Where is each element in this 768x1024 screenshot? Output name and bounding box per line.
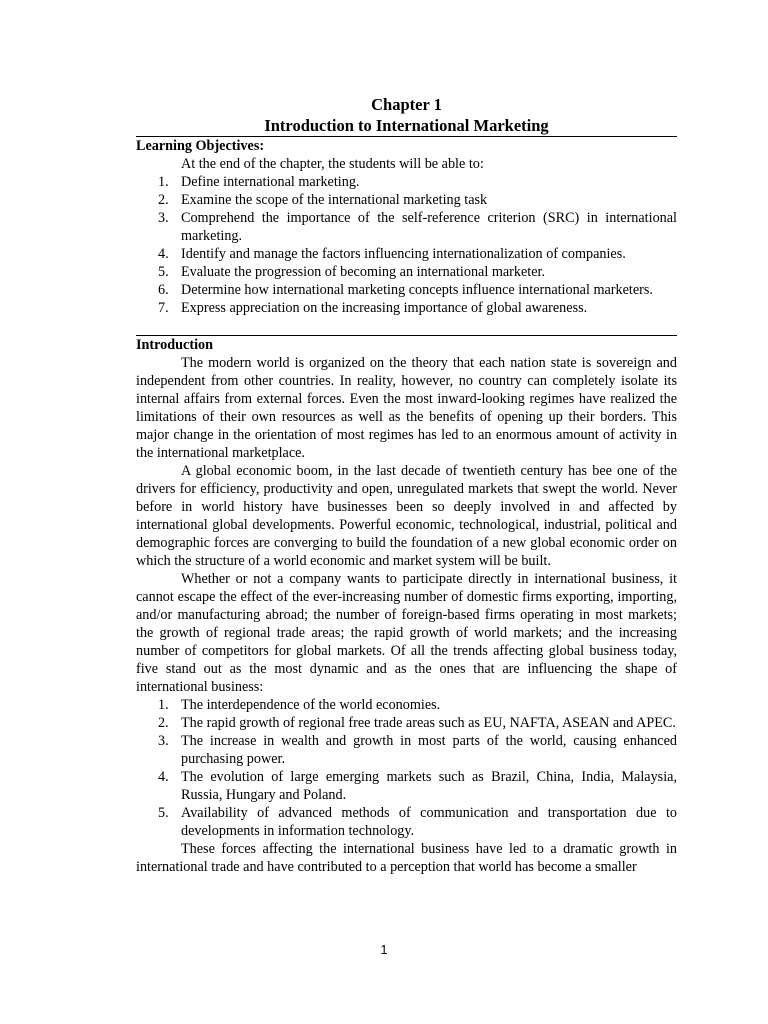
list-item: 2. Examine the scope of the international marketing task	[158, 192, 488, 208]
paragraph: A global economic boom, in the last decade of twentieth century has bee one of the drivers for efficiency, productivity and open, unregulated markets that swept the world. Never before in world history have businesses been so deeply involved in and affected by international global developments. Powerful economic, technological, industrial, political and demographic forces are converging to build the foundation of a new global economic order on which the structure of a world economic and market system will be built.	[136, 463, 677, 569]
objectives-heading: Learning Objectives:	[136, 138, 265, 154]
objectives-intro: At the end of the chapter, the students will be able to:	[181, 156, 484, 172]
document-page	[136, 94, 677, 876]
page-number: 1	[380, 943, 388, 957]
list-item: 6. Determine how international marketing concepts influence international marketers.	[158, 282, 653, 298]
list-item: 2. The rapid growth of regional free trade areas such as EU, NAFTA, ASEAN and APEC.	[158, 715, 676, 731]
list-item: 1. Define international marketing.	[158, 174, 360, 190]
list-item: 5. Evaluate the progression of becoming an international marketer.	[158, 264, 546, 280]
objectives-list	[136, 173, 677, 317]
list-item: 7. Express appreciation on the increasing importance of global awareness.	[158, 300, 588, 316]
list-item: 3. Comprehend the importance of the self-reference criterion (SRC) in international marketing.	[158, 210, 677, 244]
list-item: 4. Identify and manage the factors influencing internationalization of companies.	[158, 246, 626, 262]
list-item: 3. The increase in wealth and growth in most parts of the world, causing enhanced purchasing power.	[158, 733, 677, 767]
list-item: 1. The interdependence of the world economies.	[158, 697, 441, 713]
list-item: 5. Availability of advanced methods of communication and transportation due to developments in information technology.	[158, 805, 677, 839]
trends-list	[136, 696, 677, 840]
paragraph: These forces affecting the international business have led to a dramatic growth in international trade and have contributed to a perception that world has become a smaller	[136, 841, 677, 875]
spacer	[136, 317, 677, 335]
introduction-heading: Introduction	[136, 337, 213, 353]
list-item: 4. The evolution of large emerging markets such as Brazil, China, India, Malaysia, Russia, Hungary and Poland.	[158, 769, 677, 803]
chapter-label: Chapter 1	[371, 95, 442, 114]
paragraph: Whether or not a company wants to participate directly in international business, it cannot escape the effect of the ever-increasing number of domestic firms exporting, importing, and/or manufacturing abroad; the number of foreign-based firms operating in most markets; the growth of regional trade areas; the rapid growth of world markets; and the increasing number of competitors for global markets. Of all the trends affecting global business today, five stand out as the most dynamic and as the ones that are influencing the shape of international business:	[136, 571, 677, 695]
chapter-title: Introduction to International Marketing	[264, 116, 549, 135]
paragraph: The modern world is organized on the theory that each nation state is sovereign and independent from other countries. In reality, however, no country can completely isolate its internal affairs from external forces. Even the most inward-looking regimes have realized the limitations of their own resources as well as the benefits of opening up their borders. This major change in the orientation of most regimes has led to an enormous amount of activity in the international marketplace.	[136, 355, 677, 461]
